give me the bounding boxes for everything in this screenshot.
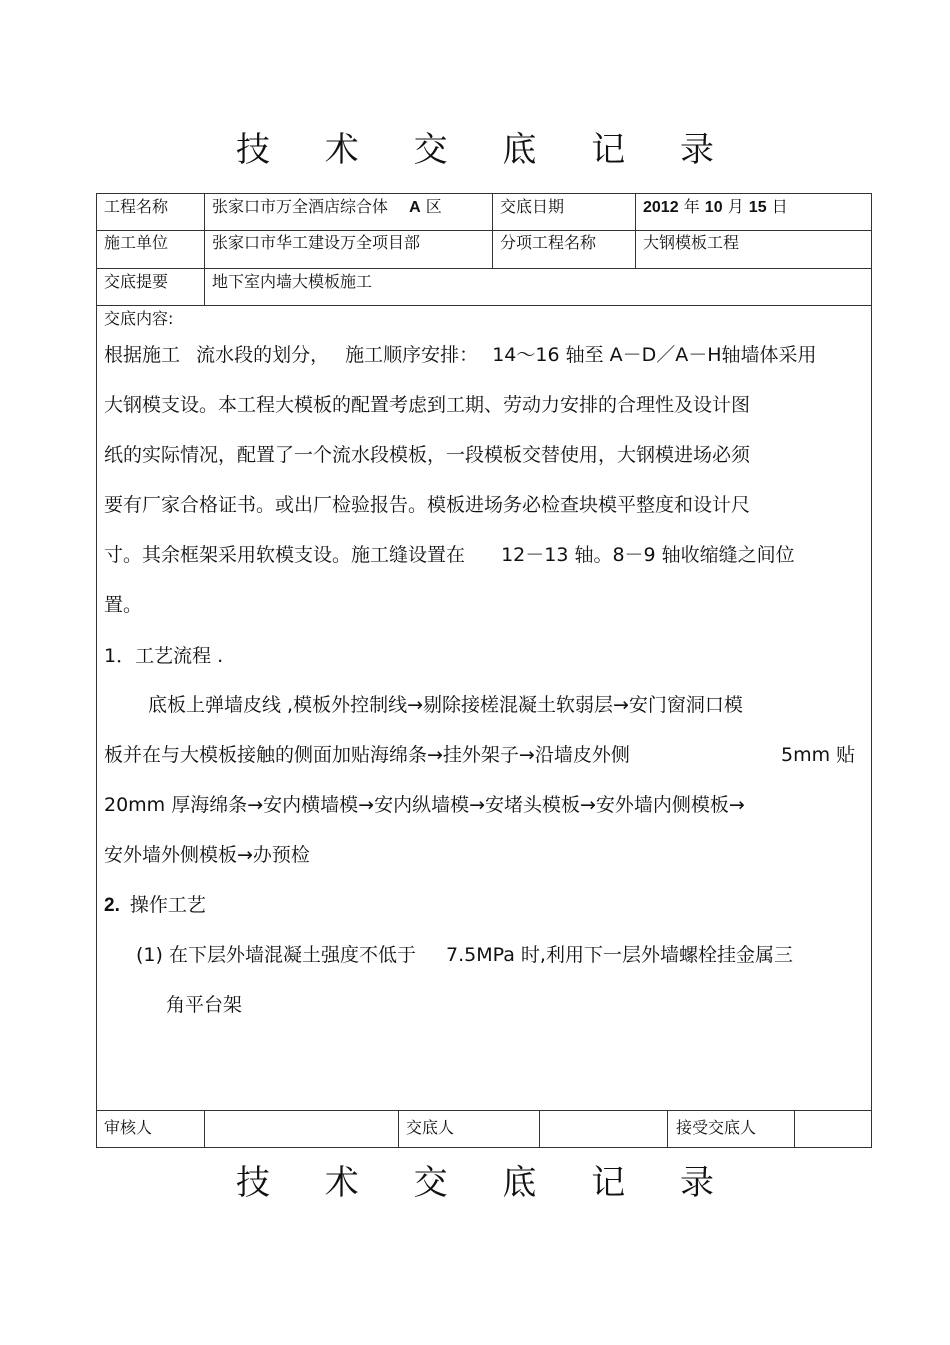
date-label: 交底日期 [500, 197, 565, 216]
col-divider [492, 193, 493, 268]
page-title: 技 术 交 底 记 录 [235, 130, 737, 170]
unit-value: 张家口市华工建设万全项目部 [212, 233, 421, 252]
content-line: 安外墙外侧模板→办预检 [104, 844, 310, 866]
col-divider [204, 1110, 205, 1148]
content-line: 根据施工 流水段的划分， 施工顺序安排： 14～16 轴至 A－D／A－H轴墙体采用 [104, 344, 817, 366]
content-line: 板并在与大模板接触的侧面加贴海绵条→挂外架子→沿墙皮外侧 [104, 744, 630, 766]
summary-value: 地下室内墙大模板施工 [212, 272, 373, 291]
col-divider [794, 1110, 795, 1148]
receiver-label: 接受交底人 [676, 1118, 757, 1137]
section-heading: 2. 操作工艺 [104, 894, 206, 916]
col-divider [635, 193, 636, 268]
content-line: 寸。其余框架采用软模支设。施工缝设置在 12－13 轴。8－9 轴收缩缝之间位 [104, 544, 795, 566]
col-divider [539, 1110, 540, 1148]
reviewer-label: 审核人 [104, 1118, 153, 1137]
presenter-label: 交底人 [406, 1118, 455, 1137]
content-line: 角平台架 [166, 994, 243, 1016]
content-line: 纸的实际情况，配置了一个流水段模板，一段模板交替使用，大钢模进场必须 [104, 444, 751, 466]
content-line: 置。 [104, 594, 143, 616]
col-divider [204, 193, 205, 305]
summary-label: 交底提要 [104, 272, 169, 291]
unit-label: 施工单位 [104, 233, 169, 252]
date-value: 2012 年 10 月 15 日 [643, 197, 788, 216]
section-heading: 1．工艺流程 . [104, 645, 224, 667]
content-line: 大钢模支设。本工程大模板的配置考虑到工期、劳动力安排的合理性及设计图 [104, 394, 751, 416]
col-divider [667, 1110, 668, 1148]
project-name-label: 工程名称 [104, 197, 169, 216]
content-line: 5mm 贴 [781, 744, 856, 766]
content-line: (1) 在下层外墙混凝土强度不低于 7.5MPa 时,利用下一层外墙螺栓挂金属三 [136, 944, 793, 966]
content-label: 交底内容: [104, 309, 174, 328]
subitem-value: 大钢模板工程 [643, 233, 740, 252]
col-divider [398, 1110, 399, 1148]
row-divider [96, 1110, 872, 1111]
project-name-value: 张家口市万全酒店综合体 A 区 [212, 197, 442, 216]
page-title-repeat: 技 术 交 底 记 录 [235, 1163, 737, 1203]
content-line: 底板上弹墙皮线 ,模板外控制线→剔除接槎混凝土软弱层→安门窗洞口模 [148, 694, 743, 716]
content-line: 要有厂家合格证书。或出厂检验报告。模板进场务必检查块模平整度和设计尺 [104, 494, 751, 516]
row-divider [96, 305, 872, 306]
row-divider [96, 268, 872, 269]
row-divider [96, 230, 872, 231]
subitem-label: 分项工程名称 [500, 233, 597, 252]
content-line: 20mm 厚海绵条→安内横墙模→安内纵墙模→安堵头模板→安外墙内侧模板→ [104, 794, 745, 816]
